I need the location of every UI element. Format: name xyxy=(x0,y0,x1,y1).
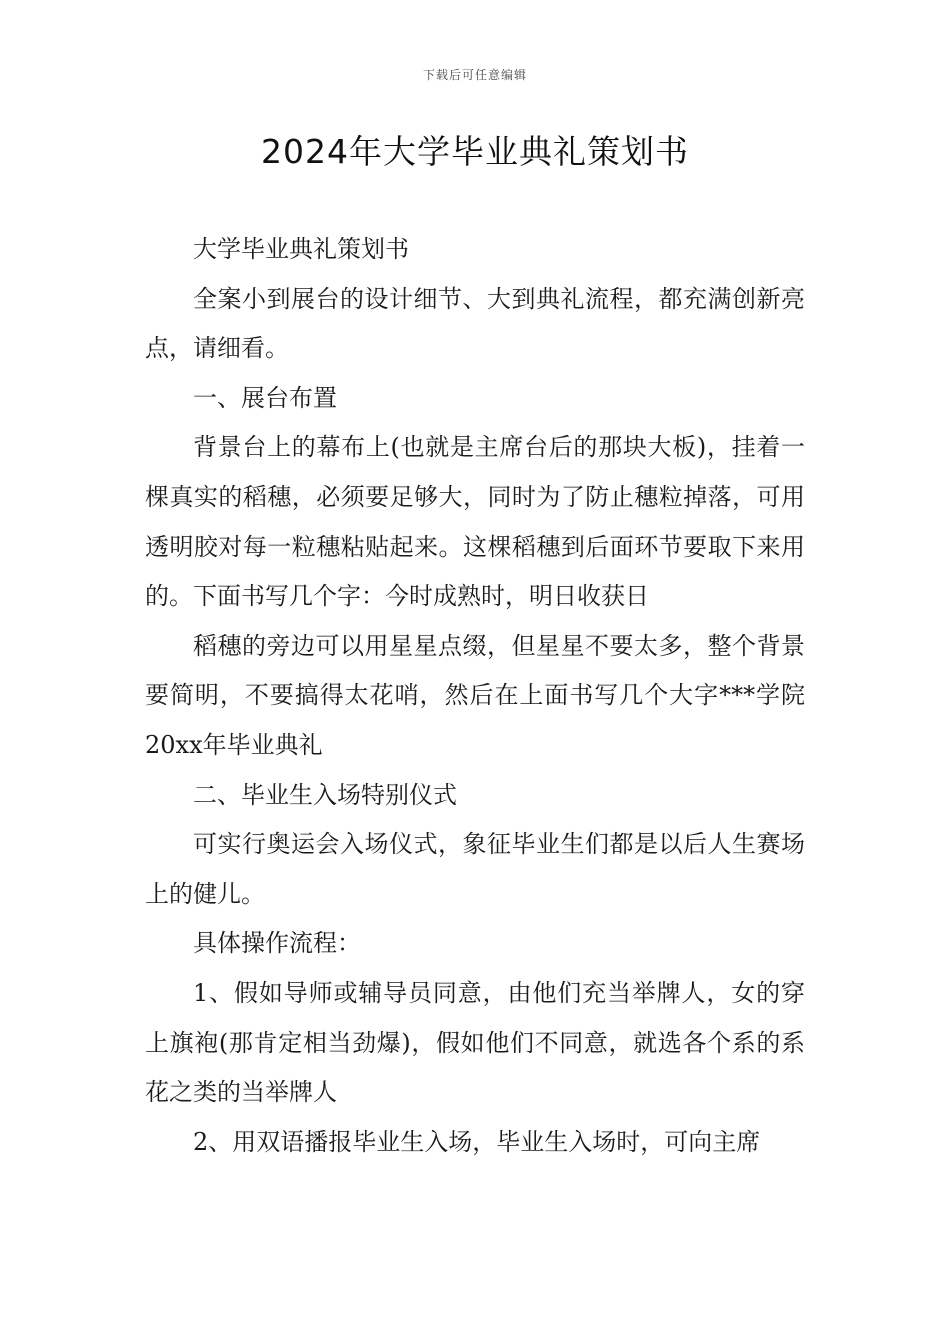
paragraph: 具体操作流程： xyxy=(193,929,361,958)
paragraph: 可实行奥运会入场仪式，象征毕业生们都是以后人生赛场上的健儿。 xyxy=(145,830,805,908)
header-note: 下载后可任意编辑 xyxy=(422,68,527,82)
document-body xyxy=(145,225,805,1167)
section-heading: 二、毕业生入场特别仪式 xyxy=(193,780,457,809)
paragraph: 大学毕业典礼策划书 xyxy=(193,235,409,263)
paragraph: 全案小到展台的设计细节、大到典礼流程，都充满创新亮点，请细看。 xyxy=(145,284,805,363)
paragraph: 背景台上的幕布上(也就是主席台后的那块大板)，挂着一棵真实的稻穗，必须要足够大，同时为了防止穗粒掉落，可用透明胶对每一粒穗粘贴起来。这棵稻穗到后面环节要取下来用的。下面书写几个字：今时成熟时，明日收获日 xyxy=(145,433,805,611)
section-heading: 一、展台布置 xyxy=(193,383,337,412)
paragraph: 稻穗的旁边可以用星星点缀，但星星不要太多，整个背景要简明，不要搞得太花哨，然后在上面书写几个大字***学院20xx年毕业典礼 xyxy=(145,631,805,759)
list-item: 1、假如导师或辅导员同意，由他们充当举牌人，女的穿上旗袍(那肯定相当劲爆)，假如他们不同意，就选各个系的系花之类的当举牌人 xyxy=(145,978,805,1107)
document-title: 2024年大学毕业典礼策划书 xyxy=(261,132,689,171)
list-item: 2、用双语播报毕业生入场，毕业生入场时，可向主席 xyxy=(193,1127,761,1156)
